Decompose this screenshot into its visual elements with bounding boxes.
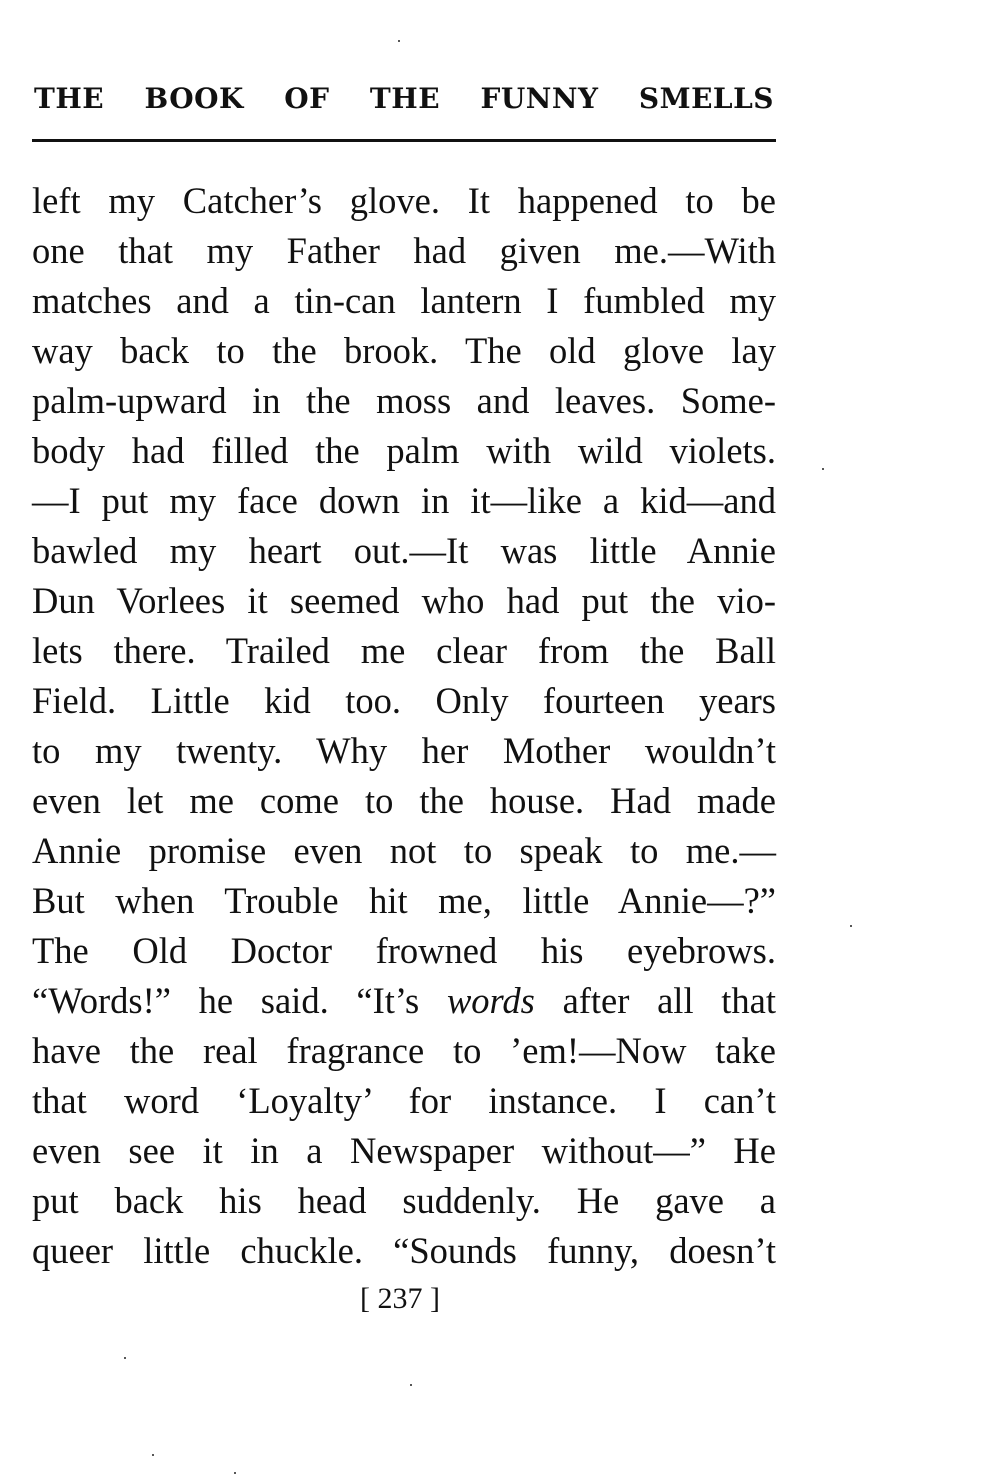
text-line-14: Annie promise even not to speak to me.— xyxy=(32,830,776,871)
text-line-9: Dun Vorlees it seemed who had put the vio- xyxy=(32,580,776,621)
text-line-11: Field. Little kid too. Only fourteen years xyxy=(32,680,776,721)
text-line-19: that word ‘Loyalty’ for instance. I can’t xyxy=(32,1080,776,1121)
print-speck xyxy=(398,40,400,42)
text-line-7: —I put my face down in it—like a kid—and xyxy=(32,480,776,521)
text-line-8: bawled my heart out.—It was little Annie xyxy=(32,530,776,571)
print-speck xyxy=(850,925,852,927)
text-line-17 xyxy=(32,976,776,1026)
text-line-17-start: “Words!” he said. “It’s xyxy=(32,980,420,1021)
text-line-16: The Old Doctor frowned his eyebrows. xyxy=(32,930,776,971)
text-line-17-end: after all that xyxy=(562,980,777,1021)
italic-word: words xyxy=(446,980,535,1021)
print-speck xyxy=(124,1357,126,1359)
text-line-21: put back his head suddenly. He gave a xyxy=(32,1180,776,1221)
text-line-1: left my Catcher’s glove. It happened to be xyxy=(32,180,776,221)
text-line-5: palm-upward in the moss and leaves. Some- xyxy=(32,380,776,421)
text-line-20: even see it in a Newspaper without—” He xyxy=(32,1130,776,1171)
print-speck xyxy=(410,1384,412,1386)
text-line-18: have the real fragrance to ’em!—Now take xyxy=(32,1030,776,1071)
header-rule xyxy=(32,139,776,142)
text-line-13: even let me come to the house. Had made xyxy=(32,780,776,821)
text-line-2: one that my Father had given me.—With xyxy=(32,230,776,271)
print-speck xyxy=(234,1472,236,1474)
text-line-12: to my twenty. Why her Mother wouldn’t xyxy=(32,730,776,771)
body-text xyxy=(32,176,776,1276)
page-number: [ 237 ] xyxy=(360,1282,440,1315)
print-speck xyxy=(152,1454,154,1456)
text-line-4: way back to the brook. The old glove lay xyxy=(32,330,776,371)
text-line-3: matches and a tin-can lantern I fumbled my xyxy=(32,280,776,321)
text-line-22: queer little chuckle. “Sounds funny, doesn’t xyxy=(32,1230,776,1271)
text-line-6: body had filled the palm with wild violets. xyxy=(32,430,776,471)
text-line-10: lets there. Trailed me clear from the Ball xyxy=(32,630,776,671)
text-line-15: But when Trouble hit me, little Annie—?” xyxy=(32,880,776,921)
print-speck xyxy=(822,468,824,470)
running-head: THE BOOK OF THE FUNNY SMELLS xyxy=(34,82,774,115)
